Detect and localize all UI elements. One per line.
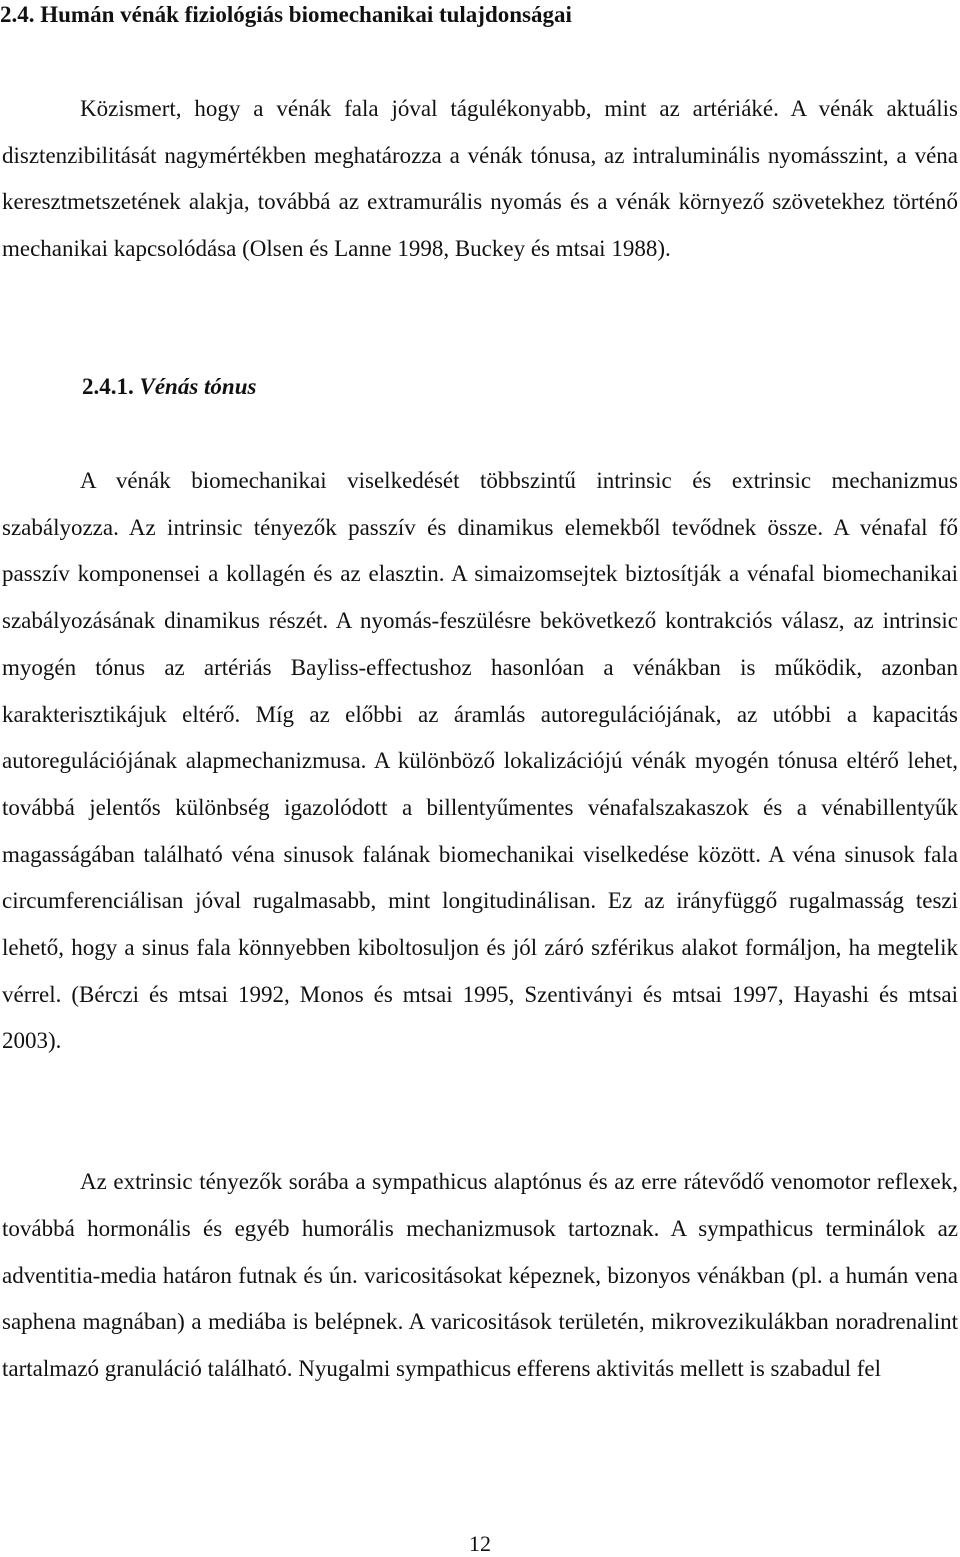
subsection-number: 2.4.1. xyxy=(82,374,134,399)
section-heading: 2.4. Humán vénák fiziológiás biomechanikai tulajdonságai xyxy=(0,2,572,27)
extrinsic-paragraph-text: Az extrinsic tényezők sorába a sympathicus alaptónus és az erre rátevődő venomotor reflexek, továbbá hormonális és egyéb humorális mechanizmusok tartoznak. A sympathicus terminálok az adventitia-media határon futnak és ún. varicositásokat képeznek, bizonyos vénákban (pl. a humán vena saphena magnában) a mediába is belépnek. A varicositások területén, mikrovezikulákban noradrenalint tartalmazó granuláció található. Nyugalmi sympathicus efferens aktivitás mellett is szabadul fel xyxy=(2,1169,958,1382)
extrinsic-paragraph xyxy=(2,1159,958,1393)
subsection-heading xyxy=(82,372,256,402)
intro-paragraph xyxy=(2,86,958,272)
page-number: 12 xyxy=(469,1531,491,1556)
subsection-title: Vénás tónus xyxy=(139,374,257,399)
tonus-paragraph xyxy=(2,458,958,1065)
intro-paragraph-text: Közismert, hogy a vénák fala jóval tágulékonyabb, mint az artériáké. A vénák aktuális disztenzibilitását nagymértékben meghatározza a vénák tónusa, az intraluminális nyomásszint, a véna keresztmetszetének alakja, továbbá az extramurális nyomás és a vénák környező szövetekhez történő mechanikai kapcsolódása (Olsen és Lanne 1998, Buckey és mtsai 1988). xyxy=(2,96,958,261)
tonus-paragraph-text: A vénák biomechanikai viselkedését többszintű intrinsic és extrinsic mechanizmus szabályozza. Az intrinsic tényezők passzív és dinamikus elemekből tevődnek össze. A vénafal fő passzív komponensei a kollagén és az elasztin. A simaizomsejtek biztosítják a vénafal biomechanikai szabályozásának dinamikus részét. A nyomás-feszülésre bekövetkező kontrakciós válasz, az intrinsic myogén tónus az artériás Bayliss-effectushoz hasonlóan a vénákban is működik, azonban karakterisztikájuk eltérő. Míg az előbbi az áramlás autoregulációjának, az utóbbi a kapacitás autoregulációjának alapmechanizmusa. A különböző lokalizációjú vénák myogén tónusa eltérő lehet, továbbá jelentős különbség igazolódott a billentyűmentes vénafalszakaszok és a vénabillentyűk magasságában található véna sinusok falának biomechanikai viselkedése között. A véna sinusok fala circumferenciálisan jóval rugalmasabb, mint longitudinálisan. Ez az irányfüggő rugalmasság teszi lehető, hogy a sinus fala könnyebben kiboltosuljon és jól záró szférikus alakot formáljon, ha megtelik vérrel. (Bérczi és mtsai 1992, Monos és mtsai 1995, Szentiványi és mtsai 1997, Hayashi és mtsai 2003). xyxy=(2,468,958,1054)
